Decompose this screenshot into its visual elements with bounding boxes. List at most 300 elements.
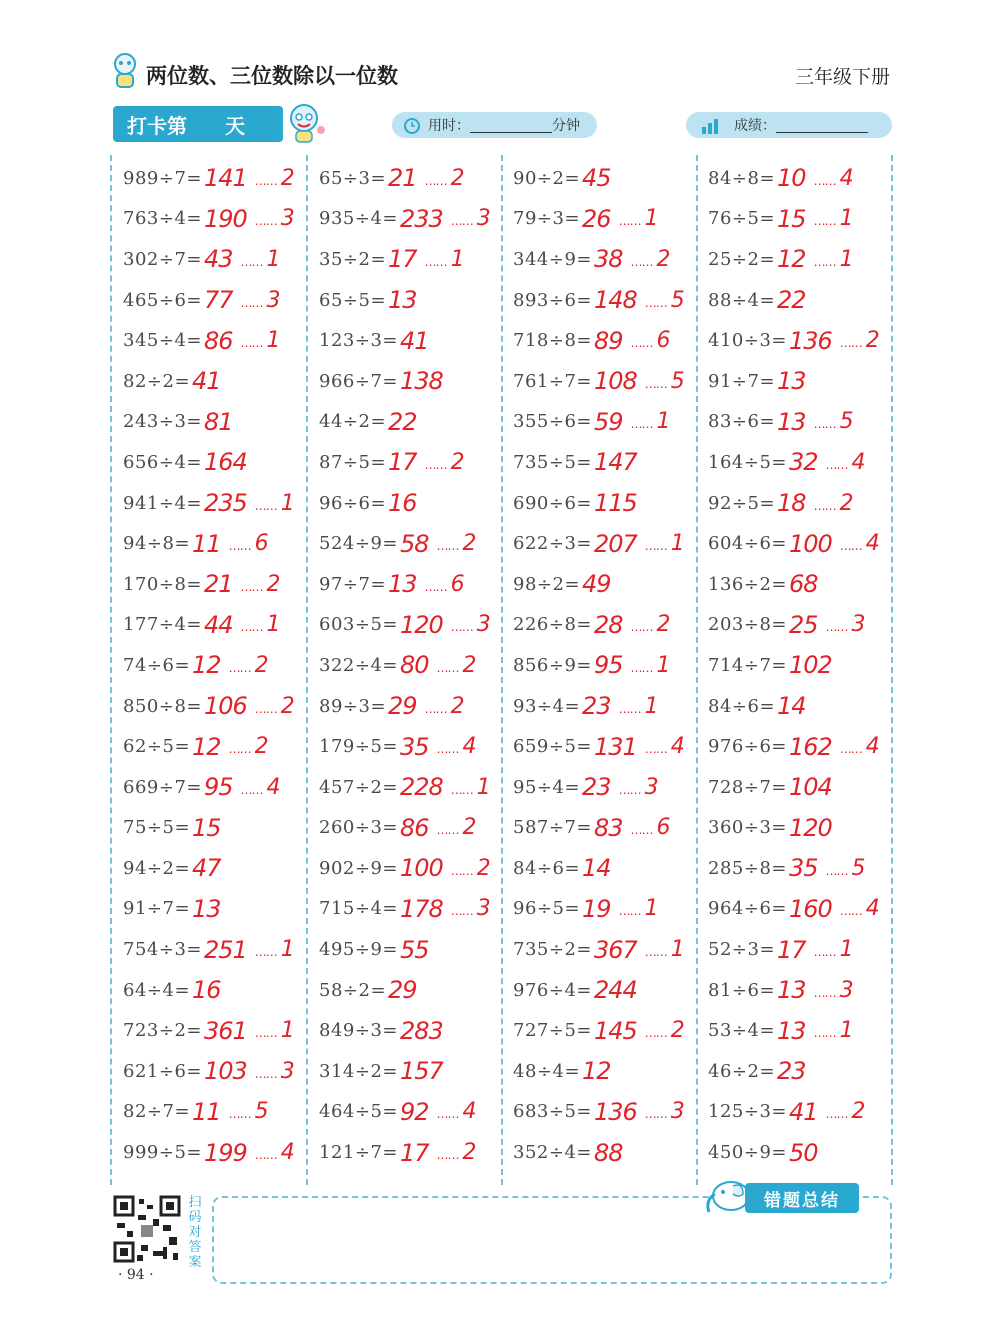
problem-question: 465÷6= (123, 289, 202, 311)
problem-question: 177÷4= (123, 614, 202, 636)
problem-answer: 47 (192, 854, 221, 883)
time-unit: 分钟 (552, 118, 580, 134)
problem-row (513, 1092, 708, 1133)
problem-answer: 22 (388, 407, 417, 436)
problem-answer: 81 (203, 407, 233, 436)
problem-answer: 22 (777, 286, 806, 315)
problem-question: 91÷7= (708, 370, 776, 392)
problem-answer: 41 (788, 1097, 818, 1126)
problem-question: 203÷8= (708, 614, 787, 636)
problem-remainder: …… 4 (241, 775, 281, 800)
problem-row (513, 1051, 708, 1092)
problem-row (708, 320, 903, 361)
problem-question: 941÷4= (123, 492, 202, 514)
problem-question: 58÷2= (319, 979, 387, 1001)
problem-question: 976÷6= (708, 736, 787, 758)
problem-remainder: …… 1 (255, 491, 295, 516)
problem-remainder: …… 2 (229, 653, 269, 678)
problem-question: 74÷6= (123, 654, 191, 676)
problem-question: 714÷7= (708, 654, 787, 676)
problem-row (513, 158, 708, 199)
problem-question: 735÷5= (513, 451, 592, 473)
column-divider (110, 155, 112, 1185)
problem-column-2 (319, 158, 514, 1173)
problem-answer: 199 (203, 1138, 247, 1167)
problem-question: 524÷9= (319, 533, 398, 555)
problem-row (319, 605, 514, 646)
problem-answer: 178 (399, 894, 443, 923)
problem-row (123, 483, 318, 524)
problem-answer: 83 (593, 813, 623, 842)
problem-answer: 59 (593, 407, 623, 436)
problem-row (513, 1010, 708, 1051)
problem-question: 587÷7= (513, 817, 592, 839)
problem-remainder: …… 2 (255, 694, 295, 719)
problem-answer: 68 (788, 570, 818, 599)
problem-question: 727÷5= (513, 1020, 592, 1042)
problem-question: 48÷4= (513, 1060, 581, 1082)
problem-answer: 11 (192, 1097, 221, 1126)
problem-question: 728÷7= (708, 776, 787, 798)
problem-answer: 164 (203, 448, 247, 477)
problem-answer: 35 (399, 732, 429, 761)
problem-remainder: …… 2 (437, 531, 477, 556)
problem-remainder: …… 5 (826, 856, 866, 881)
problem-question: 94÷2= (123, 857, 191, 879)
problem-question: 82÷7= (123, 1101, 191, 1123)
problem-question: 123÷3= (319, 330, 398, 352)
problem-row (708, 280, 903, 321)
problem-row (513, 239, 708, 280)
problem-question: 457÷2= (319, 776, 398, 798)
problem-answer: 15 (777, 204, 806, 233)
problem-answer: 25 (788, 610, 818, 639)
problem-row (319, 442, 514, 483)
problem-answer: 157 (399, 1057, 443, 1086)
checkin-label: 打卡第 (127, 113, 187, 138)
problem-question: 84÷6= (708, 695, 776, 717)
problem-answer: 41 (399, 326, 429, 355)
problem-remainder: …… 4 (840, 734, 880, 759)
alarm-clock-icon (402, 115, 422, 135)
problem-row (123, 523, 318, 564)
problem-column-1 (123, 158, 318, 1173)
problem-row (123, 929, 318, 970)
problem-answer: 244 (593, 976, 637, 1005)
problem-question: 656÷4= (123, 451, 202, 473)
problem-question: 360÷3= (708, 817, 787, 839)
problem-row (319, 483, 514, 524)
problem-question: 65÷5= (319, 289, 387, 311)
problem-remainder: …… 1 (451, 775, 491, 800)
problem-answer: 77 (203, 286, 233, 315)
problem-answer: 28 (593, 610, 623, 639)
problem-row (708, 523, 903, 564)
problem-answer: 26 (582, 204, 611, 233)
problem-question: 893÷6= (513, 289, 592, 311)
problem-answer: 104 (788, 773, 832, 802)
problem-answer: 251 (203, 935, 247, 964)
problem-answer: 29 (388, 976, 417, 1005)
problem-remainder: …… 3 (451, 896, 491, 921)
problem-row (513, 564, 708, 605)
problem-remainder: …… 1 (814, 1018, 854, 1043)
problem-question: 964÷6= (708, 898, 787, 920)
problem-question: 723÷2= (123, 1020, 202, 1042)
problem-question: 87÷5= (319, 451, 387, 473)
problem-remainder: …… 2 (241, 572, 281, 597)
problem-remainder: …… 3 (255, 1059, 295, 1084)
problem-remainder: …… 4 (255, 1140, 295, 1165)
problem-remainder: …… 3 (241, 288, 281, 313)
problem-answer: 100 (399, 854, 443, 883)
problem-remainder: …… 2 (631, 612, 671, 637)
problem-row (708, 848, 903, 889)
problem-question: 125÷3= (708, 1101, 787, 1123)
problem-answer: 13 (777, 1016, 806, 1045)
problem-row (123, 199, 318, 240)
problem-answer: 86 (399, 813, 429, 842)
problem-row (319, 320, 514, 361)
problem-row (319, 402, 514, 443)
problem-answer: 17 (388, 245, 417, 274)
problem-row (319, 808, 514, 849)
problem-answer: 38 (593, 245, 623, 274)
problem-question: 345÷4= (123, 330, 202, 352)
problem-remainder: …… 2 (840, 328, 880, 353)
problem-answer: 103 (203, 1057, 247, 1086)
checkin-day-label: 天 (225, 113, 245, 138)
problem-answer: 16 (388, 489, 417, 518)
problem-question: 81÷6= (708, 979, 776, 1001)
problem-remainder: …… 3 (451, 206, 491, 231)
problem-remainder: …… 3 (451, 612, 491, 637)
problem-row (123, 320, 318, 361)
problem-question: 76÷5= (708, 208, 776, 230)
problem-answer: 88 (593, 1138, 623, 1167)
problem-question: 62÷5= (123, 736, 191, 758)
problem-row (123, 848, 318, 889)
problem-question: 690÷6= (513, 492, 592, 514)
problem-answer: 16 (192, 976, 221, 1005)
problem-remainder: …… 1 (814, 247, 854, 272)
problem-answer: 12 (582, 1057, 611, 1086)
problem-answer: 23 (777, 1057, 806, 1086)
problem-answer: 283 (399, 1016, 443, 1045)
problem-remainder: …… 3 (814, 978, 854, 1003)
time-field (392, 112, 597, 138)
problem-remainder: …… 1 (241, 247, 281, 272)
problem-row (319, 767, 514, 808)
problem-remainder: …… 1 (631, 653, 671, 678)
problem-question: 935÷4= (319, 208, 398, 230)
problem-answer: 55 (399, 935, 429, 964)
problem-question: 410÷3= (708, 330, 787, 352)
problem-row (123, 158, 318, 199)
problem-row (319, 199, 514, 240)
problem-question: 856÷9= (513, 654, 592, 676)
problem-answer: 147 (593, 448, 637, 477)
problem-remainder: …… 5 (645, 288, 685, 313)
problem-question: 92÷5= (708, 492, 776, 514)
problem-question: 976÷4= (513, 979, 592, 1001)
problem-remainder: …… 1 (241, 328, 281, 353)
problem-remainder: …… 4 (826, 450, 866, 475)
problem-row (123, 1132, 318, 1173)
problem-row (708, 361, 903, 402)
problem-question: 352÷4= (513, 1142, 592, 1164)
problem-remainder: …… 2 (437, 1140, 477, 1165)
problem-question: 121÷7= (319, 1142, 398, 1164)
problem-question: 53÷4= (708, 1020, 776, 1042)
problem-question: 464÷5= (319, 1101, 398, 1123)
problem-row (513, 889, 708, 930)
problem-question: 683÷5= (513, 1101, 592, 1123)
problem-answer: 106 (203, 692, 247, 721)
problem-question: 98÷2= (513, 573, 581, 595)
problem-question: 95÷4= (513, 776, 581, 798)
problem-question: 314÷2= (319, 1060, 398, 1082)
problem-remainder: …… 4 (840, 531, 880, 556)
problem-answer: 12 (777, 245, 806, 274)
problem-question: 64÷4= (123, 979, 191, 1001)
mascot-logo-icon (108, 52, 142, 90)
problem-question: 659÷5= (513, 736, 592, 758)
problem-remainder: …… 3 (645, 1099, 685, 1124)
problem-answer: 17 (388, 448, 417, 477)
problem-row (513, 280, 708, 321)
problem-question: 88÷4= (708, 289, 776, 311)
problem-answer: 14 (582, 854, 611, 883)
problem-row (513, 686, 708, 727)
problem-remainder: …… 6 (631, 328, 671, 353)
problem-row (708, 767, 903, 808)
problem-answer: 43 (203, 245, 233, 274)
score-field (686, 112, 892, 138)
problem-answer: 148 (593, 286, 637, 315)
checkin-badge (113, 106, 283, 142)
problem-question: 44÷2= (319, 411, 387, 433)
problem-remainder: …… 1 (645, 531, 685, 556)
problem-row (319, 1010, 514, 1051)
problem-question: 84÷8= (708, 167, 776, 189)
problem-row (123, 726, 318, 767)
problem-row (708, 686, 903, 727)
problem-question: 763÷4= (123, 208, 202, 230)
problem-row (123, 808, 318, 849)
problem-remainder: …… 4 (645, 734, 685, 759)
problem-question: 669÷7= (123, 776, 202, 798)
problem-remainder: …… 1 (814, 937, 854, 962)
problem-answer: 86 (203, 326, 233, 355)
problem-remainder: …… 2 (645, 1018, 685, 1043)
score-label: 成绩： (734, 118, 776, 134)
problem-row (513, 726, 708, 767)
problem-question: 136÷2= (708, 573, 787, 595)
problem-question: 718÷8= (513, 330, 592, 352)
problem-answer: 58 (399, 529, 429, 558)
problem-answer: 80 (399, 651, 429, 680)
problem-remainder: …… 2 (814, 491, 854, 516)
problem-row (123, 1051, 318, 1092)
problem-question: 966÷7= (319, 370, 398, 392)
problem-answer: 120 (399, 610, 443, 639)
problem-row (319, 1132, 514, 1173)
problem-row (123, 564, 318, 605)
problem-question: 999÷5= (123, 1142, 202, 1164)
problem-question: 89÷3= (319, 695, 387, 717)
problem-row (319, 645, 514, 686)
problem-remainder: …… 6 (631, 815, 671, 840)
problem-question: 850÷8= (123, 695, 202, 717)
problem-remainder: …… 2 (437, 815, 477, 840)
scan-answer-label: 扫码对答案 (188, 1195, 202, 1270)
problem-remainder: …… 2 (425, 450, 465, 475)
problem-row (708, 158, 903, 199)
problem-row (708, 726, 903, 767)
problem-row (123, 239, 318, 280)
problem-row (513, 645, 708, 686)
problem-answer: 41 (192, 367, 221, 396)
problem-row (513, 402, 708, 443)
problem-question: 170÷8= (123, 573, 202, 595)
problem-answer: 13 (777, 367, 806, 396)
problem-remainder: …… 4 (814, 166, 854, 191)
problem-remainder: …… 1 (645, 937, 685, 962)
time-label: 用时： (428, 118, 470, 134)
problem-remainder: …… 2 (437, 653, 477, 678)
qr-code-icon[interactable] (113, 1195, 181, 1263)
problem-row (319, 970, 514, 1011)
problem-question: 989÷7= (123, 167, 202, 189)
problem-answer: 361 (203, 1016, 247, 1045)
problem-question: 849÷3= (319, 1020, 398, 1042)
problem-answer: 29 (388, 692, 417, 721)
problem-row (319, 239, 514, 280)
problem-row (319, 280, 514, 321)
problem-question: 603÷5= (319, 614, 398, 636)
problem-row (123, 686, 318, 727)
problem-row (708, 645, 903, 686)
problem-row (513, 1132, 708, 1173)
problem-row (513, 848, 708, 889)
problem-answer: 21 (388, 164, 417, 193)
problem-question: 79÷3= (513, 208, 581, 230)
problem-answer: 162 (788, 732, 832, 761)
problem-question: 243÷3= (123, 411, 202, 433)
problem-row (123, 442, 318, 483)
problem-question: 96÷6= (319, 492, 387, 514)
problem-answer: 10 (777, 164, 806, 193)
problem-question: 164÷5= (708, 451, 787, 473)
problem-row (708, 1051, 903, 1092)
problem-row (708, 199, 903, 240)
problem-remainder: …… 6 (425, 572, 465, 597)
problem-column-4 (708, 158, 903, 1173)
score-blank[interactable] (776, 118, 868, 133)
problem-answer: 19 (582, 894, 611, 923)
problem-question: 260÷3= (319, 817, 398, 839)
problem-row (513, 361, 708, 402)
problem-row (513, 483, 708, 524)
problem-row (319, 889, 514, 930)
problem-row (513, 929, 708, 970)
problem-answer: 228 (399, 773, 443, 802)
page-number: · 94 · (118, 1267, 154, 1283)
problem-question: 302÷7= (123, 248, 202, 270)
problem-row (319, 361, 514, 402)
problem-question: 96÷5= (513, 898, 581, 920)
problem-row (708, 605, 903, 646)
problem-question: 35÷2= (319, 248, 387, 270)
problem-row (708, 239, 903, 280)
problem-question: 495÷9= (319, 939, 398, 961)
problem-remainder: …… 1 (619, 206, 659, 231)
page-title: 两位数、三位数除以一位数 (146, 64, 398, 88)
problem-remainder: …… 2 (425, 694, 465, 719)
problem-question: 93÷4= (513, 695, 581, 717)
problem-remainder: …… 1 (255, 937, 295, 962)
problem-answer: 100 (788, 529, 832, 558)
problem-row (123, 1010, 318, 1051)
problem-answer: 136 (788, 326, 832, 355)
problem-remainder: …… 3 (255, 206, 295, 231)
problem-question: 604÷6= (708, 533, 787, 555)
problem-answer: 145 (593, 1016, 637, 1045)
problem-question: 25÷2= (708, 248, 776, 270)
problem-row (319, 1092, 514, 1133)
problem-question: 285÷8= (708, 857, 787, 879)
problem-column-3 (513, 158, 708, 1173)
problem-answer: 141 (203, 164, 247, 193)
score-chart-icon (700, 115, 724, 135)
problem-answer: 13 (388, 286, 417, 315)
problem-question: 97÷7= (319, 573, 387, 595)
problem-question: 761÷7= (513, 370, 592, 392)
problem-row (123, 361, 318, 402)
time-blank[interactable] (470, 118, 552, 133)
problem-remainder: …… 1 (241, 612, 281, 637)
problem-row (708, 442, 903, 483)
problem-row (708, 483, 903, 524)
problem-row (708, 929, 903, 970)
problem-remainder: …… 2 (451, 856, 491, 881)
problem-answer: 13 (388, 570, 417, 599)
problem-answer: 15 (192, 813, 221, 842)
problem-question: 52÷3= (708, 939, 776, 961)
problem-question: 355÷6= (513, 411, 592, 433)
problem-answer: 13 (777, 407, 806, 436)
problem-row (319, 929, 514, 970)
problem-question: 91÷7= (123, 898, 191, 920)
problem-row (708, 970, 903, 1011)
problem-answer: 13 (192, 894, 221, 923)
problem-remainder: …… 1 (425, 247, 465, 272)
problem-question: 621÷6= (123, 1060, 202, 1082)
problem-row (319, 686, 514, 727)
problem-question: 715÷4= (319, 898, 398, 920)
problem-question: 226÷8= (513, 614, 592, 636)
problem-answer: 32 (788, 448, 818, 477)
problem-row (123, 605, 318, 646)
problem-row (319, 726, 514, 767)
problem-row (319, 1051, 514, 1092)
problem-answer: 120 (788, 813, 832, 842)
problem-row (123, 970, 318, 1011)
problem-remainder: …… 2 (631, 247, 671, 272)
problem-question: 84÷6= (513, 857, 581, 879)
problem-answer: 131 (593, 732, 637, 761)
